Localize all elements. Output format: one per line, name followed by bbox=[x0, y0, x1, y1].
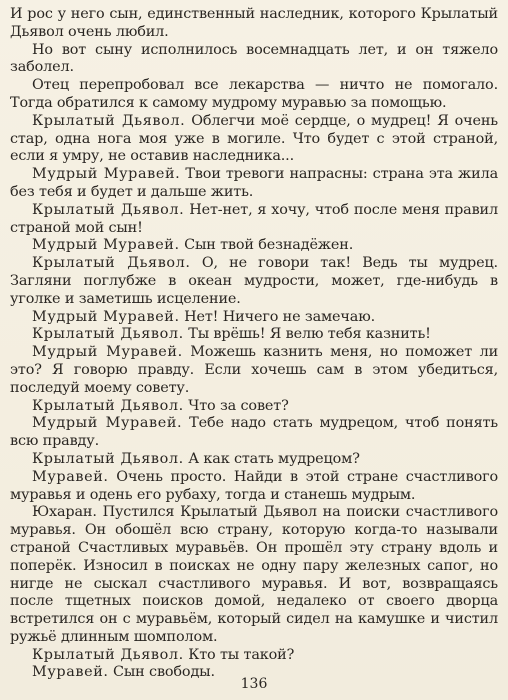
dialogue-text: Сын свободы. bbox=[113, 664, 215, 681]
dialogue-text: Пустился Крылатый Дьявол на поиски счастливого муравья. Он обошёл всю страну, которую когда-то называли страной Счастливых муравьёв. Он прошёл эту страну вдоль и поперёк. Износил в поисках не одну пару железных сапог, но нигде не сыскал счастливого муравья. И вот, возвращаясь после тщетных поисков домой, недалеко от своего дворца встретился он с муравьём, который сидел на камушке и чистил ружьё длинным шомполом. bbox=[10, 504, 498, 645]
speaker-name: Мудрый Муравей. bbox=[32, 166, 181, 183]
dialogue-line bbox=[10, 344, 498, 397]
dialogue-text: А как стать мудрецом? bbox=[188, 450, 360, 467]
dialogue-line bbox=[10, 451, 498, 469]
paragraph-text: Отец перепробовал все лекарства — ничто не помогало. Тогда обратился к самому мудрому муравью за помощью. bbox=[10, 77, 498, 111]
speaker-name: Крылатый Дьявол. bbox=[32, 450, 184, 467]
paragraph bbox=[10, 42, 498, 78]
paragraph-text: И рос у него сын, единственный наследник, которого Крылатый Дьявол очень любил. bbox=[10, 6, 498, 40]
dialogue-text: Сын твой безнадёжен. bbox=[184, 237, 354, 254]
dialogue-line bbox=[10, 237, 498, 255]
speaker-name: Мудрый Муравей. bbox=[32, 308, 180, 325]
dialogue-line bbox=[10, 504, 498, 646]
speaker-name: Крылатый Дьявол. bbox=[32, 397, 184, 414]
speaker-name: Мудрый Муравей. bbox=[32, 415, 183, 432]
speaker-name: Юхаран. bbox=[32, 504, 97, 521]
dialogue-line bbox=[10, 113, 498, 166]
dialogue-text: Нет-нет, я хочу, чтоб после меня правил страной мой сын! bbox=[10, 201, 498, 236]
dialogue-text: Кто ты такой? bbox=[188, 646, 295, 663]
speaker-name: Мудрый Муравей. bbox=[32, 237, 180, 254]
paragraph bbox=[10, 77, 498, 113]
speaker-name: Крылатый Дьявол. bbox=[32, 255, 191, 272]
paragraph-text: Но вот сыну исполнилось восемнадцать лет, и он тяжело заболел. bbox=[10, 41, 498, 76]
speaker-name: Крылатый Дьявол. bbox=[32, 201, 185, 218]
dialogue-text: Очень просто. Найди в этой стране счастливого муравья и одень его рубаху, тогда и станешь мудрым. bbox=[10, 468, 498, 503]
paragraph bbox=[10, 6, 498, 42]
dialogue-text: Тебе надо стать мудрецом, чтоб понять всю правду. bbox=[10, 415, 498, 450]
page-number: 136 bbox=[240, 676, 268, 692]
page-text bbox=[10, 6, 498, 682]
dialogue-line bbox=[10, 469, 498, 505]
speaker-name: Муравей. bbox=[32, 468, 109, 485]
dialogue-line bbox=[10, 255, 498, 308]
dialogue-text: Ты врёшь! Я велю тебя казнить! bbox=[188, 326, 431, 343]
dialogue-text: Твои тревоги напрасны: страна эта жила без тебя и будет и дальше жить. bbox=[10, 166, 498, 200]
speaker-name: Крылатый Дьявол. bbox=[32, 326, 184, 343]
dialogue-line bbox=[10, 398, 498, 416]
speaker-name: Крылатый Дьявол. bbox=[32, 112, 186, 129]
dialogue-line bbox=[10, 415, 498, 451]
dialogue-text: Нет! Ничего не замечаю. bbox=[184, 308, 376, 325]
dialogue-line bbox=[10, 166, 498, 202]
dialogue-text: Облегчи моё сердце, о мудрец! Я очень стар, одна нога моя уже в могиле. Что будет с этой страной, если я умру, не оставив наследника... bbox=[10, 112, 498, 165]
dialogue-line bbox=[10, 647, 498, 665]
speaker-name: Муравей. bbox=[32, 664, 109, 681]
dialogue-line bbox=[10, 309, 498, 327]
dialogue-text: Что за совет? bbox=[188, 397, 289, 414]
dialogue-text: Можешь казнить меня, но поможет ли это? Я говорю правду. Если хочешь сам в этом убедиться, последуй моему совету. bbox=[10, 344, 499, 396]
speaker-name: Мудрый Муравей. bbox=[32, 344, 183, 361]
dialogue-line bbox=[10, 202, 498, 238]
dialogue-text: О, не говори так! Ведь ты мудрец. Загляни поглубже в океан мудрости, может, где-нибудь в уголке и заметишь исцеление. bbox=[10, 255, 498, 307]
speaker-name: Крылатый Дьявол. bbox=[32, 646, 184, 663]
dialogue-line bbox=[10, 326, 498, 344]
